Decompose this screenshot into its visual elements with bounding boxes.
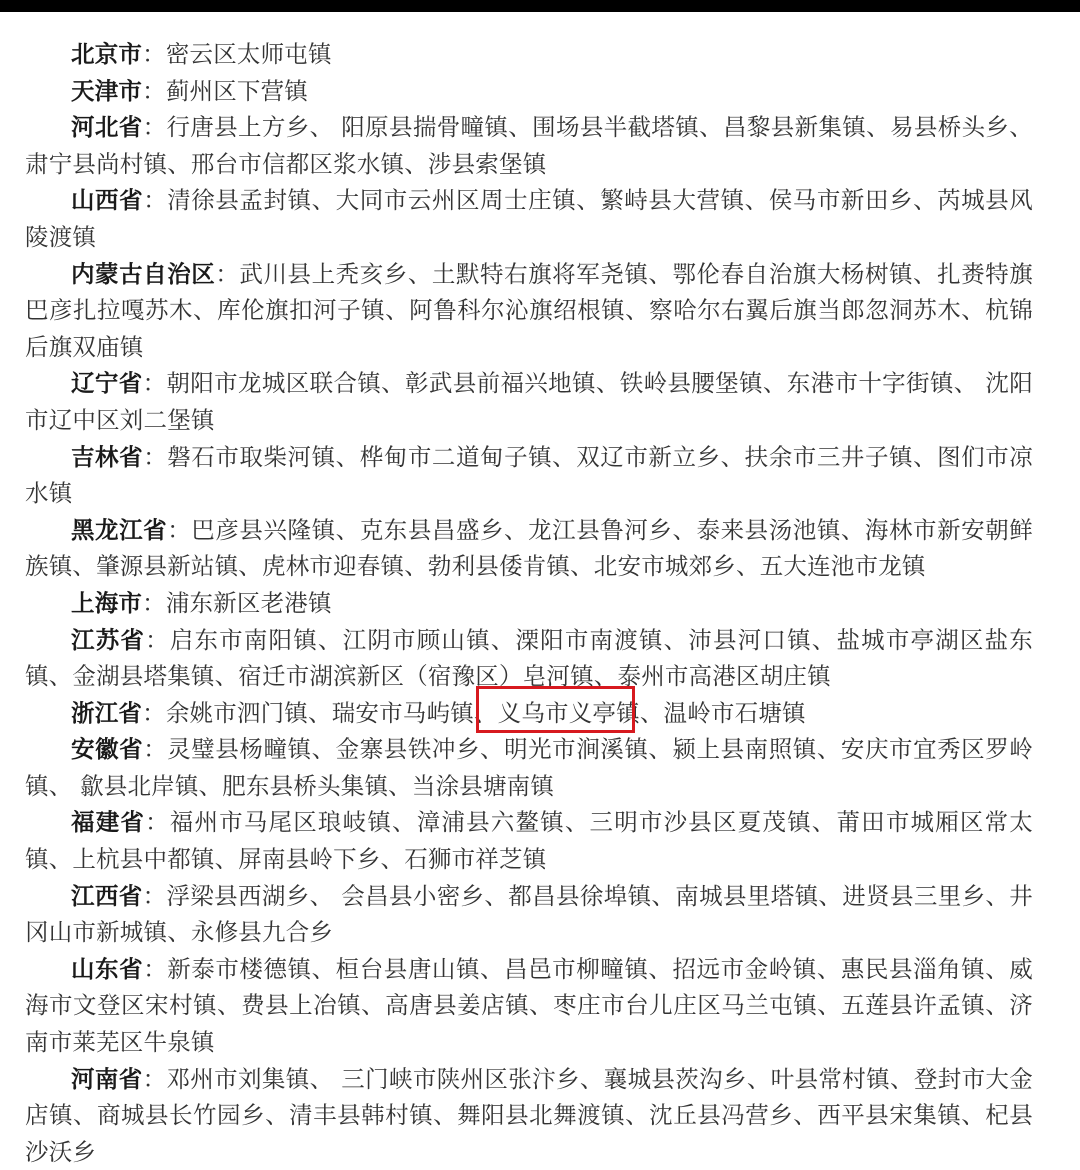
province-name: 山西省 bbox=[71, 186, 144, 215]
province-name: 天津市 bbox=[71, 76, 143, 105]
town-list: 福州市马尾区琅岐镇、漳浦县六鳌镇、三明市沙县区夏茂镇、莆田市城厢区常太镇、上杭县中都镇、屏南县岭下乡、石狮市祥芝镇 bbox=[25, 808, 1034, 874]
separator: ： bbox=[142, 881, 167, 910]
province-name: 黑龙江省 bbox=[71, 515, 168, 544]
list-item bbox=[25, 585, 1033, 622]
list-item bbox=[25, 512, 1033, 585]
province-name: 江西省 bbox=[71, 881, 143, 910]
status-bar-edge bbox=[0, 0, 1080, 12]
province-name: 浙江省 bbox=[71, 698, 143, 727]
list-item bbox=[25, 878, 1033, 951]
list-item bbox=[25, 804, 1033, 877]
province-name: 安徽省 bbox=[71, 735, 144, 764]
province-name: 江苏省 bbox=[71, 625, 146, 654]
separator: ： bbox=[145, 808, 170, 837]
separator: ： bbox=[142, 588, 166, 617]
town-list-before: 余姚市泗门镇、瑞安市马屿镇、 bbox=[165, 698, 498, 727]
province-name: 河南省 bbox=[71, 1064, 143, 1093]
document-body bbox=[25, 36, 1033, 1170]
town-list-after: 温岭市石塘镇 bbox=[663, 698, 806, 727]
separator: ： bbox=[142, 1064, 167, 1093]
town-list: 巴彦县兴隆镇、克东县昌盛乡、龙江县鲁河乡、泰来县汤池镇、海林市新安朝鲜族镇、肇源县新站镇、虎林市迎春镇、勃利县倭肯镇、北安市城郊乡、五大连池市龙镇 bbox=[25, 515, 1033, 581]
separator: ： bbox=[143, 442, 168, 471]
province-name: 北京市 bbox=[71, 40, 143, 68]
separator: ： bbox=[143, 954, 168, 983]
separator: ： bbox=[215, 259, 240, 288]
list-item bbox=[25, 365, 1033, 438]
list-item bbox=[25, 695, 1033, 732]
town-list: 磐石市取柴河镇、桦甸市二道甸子镇、双辽市新立乡、扶余市三井子镇、图们市凉水镇 bbox=[25, 442, 1033, 508]
province-name: 福建省 bbox=[71, 808, 146, 837]
separator: ： bbox=[142, 113, 167, 142]
list-item bbox=[25, 439, 1033, 512]
town-list: 蓟州区下营镇 bbox=[165, 76, 309, 105]
town-list: 清徐县孟封镇、大同市云州区周士庄镇、繁峙县大营镇、侯马市新田乡、芮城县风陵渡镇 bbox=[25, 186, 1033, 251]
separator: ： bbox=[142, 76, 166, 105]
separator: ： bbox=[142, 369, 167, 398]
list-item bbox=[25, 1061, 1033, 1170]
separator: ： bbox=[143, 735, 168, 764]
province-name: 山东省 bbox=[71, 954, 144, 983]
town-list: 行唐县上方乡、 阳原县揣骨疃镇、围场县半截塔镇、昌黎县新集镇、易县桥头乡、肃宁县尚村镇、邢台市信都区浆水镇、涉县索堡镇 bbox=[25, 113, 1033, 178]
highlighted-town: 义乌市义亭镇、 bbox=[497, 698, 664, 727]
separator: ： bbox=[145, 625, 170, 654]
town-list: 灵璧县杨疃镇、金寨县铁冲乡、明光市涧溪镇、颍上县南照镇、安庆市宜秀区罗岭镇、 歙县北岸镇、肥东县桥头集镇、当涂县塘南镇 bbox=[25, 735, 1033, 800]
list-item bbox=[25, 256, 1033, 366]
town-list: 浮梁县西湖乡、 会昌县小密乡、都昌县徐埠镇、南城县里塔镇、进贤县三里乡、井冈山市新城镇、永修县九合乡 bbox=[25, 881, 1033, 947]
list-item bbox=[25, 622, 1033, 695]
separator: ： bbox=[142, 40, 166, 68]
list-item bbox=[25, 731, 1033, 804]
province-name: 上海市 bbox=[71, 588, 143, 617]
town-list: 邓州市刘集镇、 三门峡市陕州区张汴乡、襄城县茨沟乡、叶县常村镇、登封市大金店镇、商城县长竹园乡、清丰县韩村镇、舞阳县北舞渡镇、沈丘县冯营乡、西平县宋集镇、杞县沙沃乡 bbox=[25, 1064, 1033, 1166]
province-name: 吉林省 bbox=[71, 442, 144, 471]
list-item bbox=[25, 73, 1033, 110]
province-name: 辽宁省 bbox=[71, 369, 143, 398]
town-list: 新泰市楼德镇、桓台县唐山镇、昌邑市柳疃镇、招远市金岭镇、惠民县淄角镇、威海市文登区宋村镇、费县上冶镇、高唐县姜店镇、枣庄市台儿庄区马兰屯镇、五莲县许孟镇、济南市莱芜区牛泉镇 bbox=[25, 954, 1033, 1057]
list-item bbox=[25, 182, 1033, 255]
separator: ： bbox=[142, 698, 166, 727]
list-item bbox=[25, 109, 1033, 182]
list-item bbox=[25, 951, 1033, 1061]
separator: ： bbox=[143, 186, 168, 215]
separator: ： bbox=[167, 515, 192, 544]
list-item bbox=[25, 36, 1033, 73]
province-name: 河北省 bbox=[71, 113, 143, 142]
town-list: 武川县上秃亥乡、土默特右旗将军尧镇、鄂伦春自治旗大杨树镇、扎赉特旗巴彦扎拉嘎苏木、库伦旗扣河子镇、阿鲁科尔沁旗绍根镇、察哈尔右翼后旗当郎忽洞苏木、杭锦后旗双庙镇 bbox=[25, 259, 1033, 361]
town-list: 朝阳市龙城区联合镇、彰武县前福兴地镇、铁岭县腰堡镇、东港市十字街镇、 沈阳市辽中区刘二堡镇 bbox=[25, 369, 1033, 434]
town-list: 启东市南阳镇、江阴市顾山镇、溧阳市南渡镇、沛县河口镇、盐城市亭湖区盐东镇、金湖县塔集镇、宿迁市湖滨新区（宿豫区）皂河镇、泰州市高港区胡庄镇 bbox=[25, 625, 1034, 691]
province-name: 内蒙古自治区 bbox=[71, 259, 216, 288]
town-list: 浦东新区老港镇 bbox=[165, 588, 332, 617]
town-list: 密云区太师屯镇 bbox=[165, 40, 332, 68]
